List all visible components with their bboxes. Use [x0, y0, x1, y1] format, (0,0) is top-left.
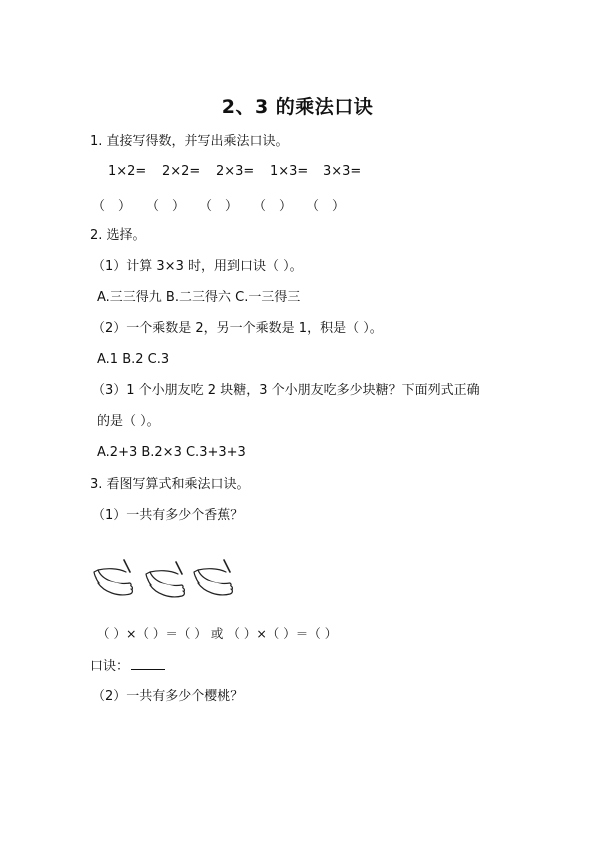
banana-bunch-icon	[90, 552, 240, 600]
q3-koujue-label: 口诀：	[90, 659, 130, 674]
q3-koujue-blank[interactable]	[131, 657, 165, 670]
q2-sub1: （1）计算 3×3 时，用到口诀（ ）。	[92, 259, 303, 274]
q3-koujue	[90, 657, 165, 675]
q1-heading: 1. 直接写得数，并写出乘法口诀。	[90, 134, 289, 149]
q1-answer-5[interactable]: （ ）	[306, 199, 346, 214]
banana-bunch-2-icon	[146, 562, 184, 597]
q3-heading: 3. 看图写算式和乘法口诀。	[90, 477, 250, 492]
q2-sub3-line2: 的是（ ）。	[97, 414, 160, 429]
banana-bunch-3-icon	[194, 560, 232, 595]
q3-sub1: （1）一共有多少个香蕉？	[92, 508, 244, 523]
q2-sub2: （2）一个乘数是 2，另一个乘数是 1，积是（ ）。	[92, 321, 383, 336]
q1-expr-2: 2×2=	[162, 164, 201, 179]
q2-sub1-options[interactable]: A.三三得九 B.二三得六 C.一三得三	[97, 290, 301, 305]
q1-expr-3: 2×3=	[216, 164, 255, 179]
page-title: 2、3 的乘法口诀	[221, 96, 374, 118]
q1-expr-1: 1×2=	[108, 164, 147, 179]
q1-expr-4: 1×3=	[270, 164, 309, 179]
q1-answer-2[interactable]: （ ）	[146, 199, 186, 214]
q3-equation[interactable]: （ ）×（ ）＝（ ） 或 （ ）×（ ）＝（ ）	[97, 626, 338, 641]
q2-sub3-line1: （3）1 个小朋友吃 2 块糖，3 个小朋友吃多少块糖？下面列式正确	[92, 383, 480, 398]
q3-sub2: （2）一共有多少个樱桃？	[92, 689, 244, 704]
q2-heading: 2. 选择。	[90, 228, 146, 243]
q2-sub3-options[interactable]: A.2+3 B.2×3 C.3+3+3	[97, 445, 246, 460]
q1-expr-5: 3×3=	[323, 164, 362, 179]
q1-answer-4[interactable]: （ ）	[253, 199, 293, 214]
banana-bunch-1-icon	[94, 560, 132, 595]
q2-sub2-options[interactable]: A.1 B.2 C.3	[97, 352, 170, 367]
q1-answer-3[interactable]: （ ）	[199, 199, 239, 214]
q1-answer-1[interactable]: （ ）	[92, 199, 132, 214]
